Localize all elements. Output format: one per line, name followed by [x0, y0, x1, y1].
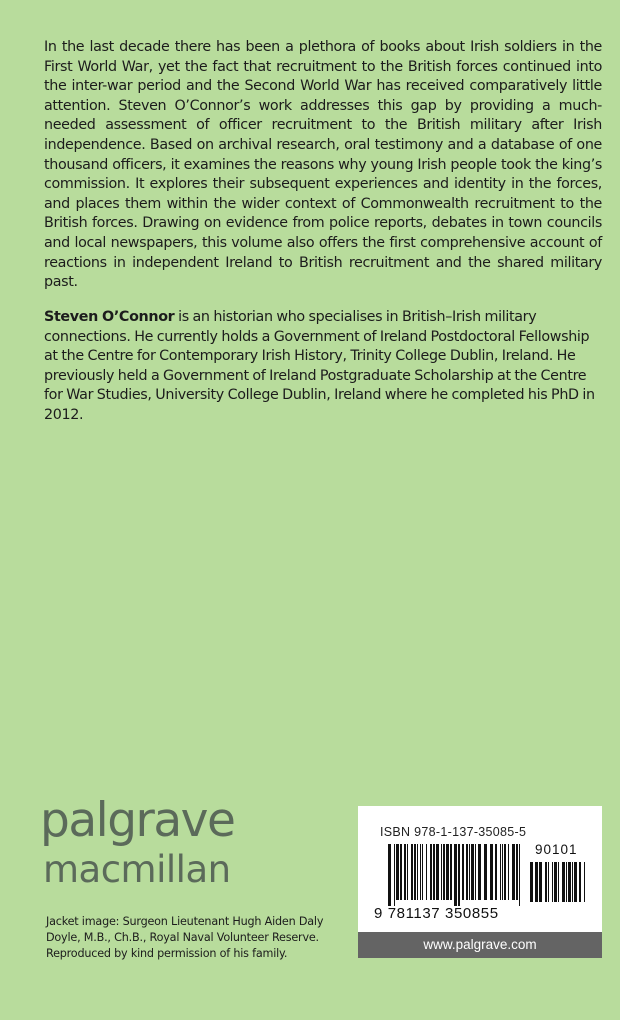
barcode-bar	[404, 844, 406, 900]
price-barcode-bars	[530, 862, 588, 908]
barcode-bar	[530, 862, 533, 902]
barcode-bar	[426, 844, 427, 900]
barcode-bar	[554, 862, 557, 902]
barcode-bar	[478, 844, 481, 900]
isbn-barcode	[388, 844, 524, 906]
barcode-bar	[508, 844, 509, 900]
barcode-bar	[562, 862, 565, 902]
barcode-bar	[422, 844, 423, 900]
isbn-barcode-bars	[388, 844, 524, 906]
price-barcode	[530, 862, 588, 912]
barcode-bar	[433, 844, 435, 900]
barcode-panel	[358, 806, 602, 958]
barcode-bar	[539, 862, 542, 902]
barcode-bar	[504, 844, 506, 900]
barcode-bar	[407, 844, 408, 900]
barcode-bar	[475, 844, 476, 900]
barcode-bar	[436, 844, 439, 900]
barcode-bar	[574, 862, 577, 902]
barcode-bar	[441, 844, 442, 900]
author-bio	[44, 308, 602, 426]
barcode-bar	[572, 862, 573, 902]
barcode-bar	[568, 862, 571, 902]
barcode-bar	[462, 844, 464, 900]
barcode-bar	[490, 844, 493, 900]
publisher-logo-line2: macmillan	[43, 848, 231, 891]
barcode-bar	[495, 844, 497, 900]
barcode-bar	[400, 844, 402, 900]
barcode-bar	[411, 844, 413, 900]
barcode-bar	[469, 844, 470, 900]
barcode-bar	[450, 844, 452, 900]
barcode-bar	[584, 862, 585, 902]
barcode-bar	[454, 844, 457, 906]
barcode-bar	[414, 844, 416, 900]
barcode-bar	[394, 844, 395, 906]
barcode-digits: 9 781137 350855	[374, 905, 499, 922]
publisher-logo	[40, 794, 234, 892]
barcode-bar	[420, 844, 421, 900]
barcode-bar	[502, 844, 503, 900]
barcode-bar	[396, 844, 399, 900]
jacket-image-credit: Jacket image: Surgeon Lieutenant Hugh Aiden Daly Doyle, M.B., Ch.B., Royal Naval Volunteer Reserve. Reproduced by kind permission of his family.	[46, 915, 324, 960]
publisher-website[interactable]: www.palgrave.com	[358, 932, 602, 958]
price-code-label: 90101	[535, 842, 578, 857]
book-description: In the last decade there has been a plethora of books about Irish soldiers in the First World War, yet the fact that recruitment to the British forces continued into the inter-war period and the Second World War has received comparatively little attention. Steven O’Connor’s work addresses this gap by providing a much-needed assessment of officer recruitment to the British military after Irish independence. Based on archival research, oral testimony and a database of one thousand officers, it examines the reasons why young Irish people took the king’s commission. It explores their subsequent experiences and identity in the forces, and places them within the wider context of Commonwealth recruitment to the British forces. Drawing on evidence from police reports, debates in town councils and local newspapers, this volume also offers the first comprehensive account of reactions in independent Ireland to British recruitment and the shared military past.	[44, 39, 602, 291]
barcode-bar	[579, 862, 581, 902]
author-bio-text: is an historian who specialises in British–Irish military connections. He currently holds a Government of Ireland Postdoctoral Fellowship at the Centre for Contemporary Irish History, Trinity College Dublin, Ireland. He previously held a Government of Ireland Postgraduate Scholarship at the Centre for War Studies, University College Dublin, Ireland where he completed his PhD in 2012.	[44, 309, 595, 423]
barcode-bar	[558, 862, 559, 902]
barcode-bar	[500, 844, 501, 900]
author-name: Steven O’Connor	[44, 309, 175, 325]
barcode-bar	[443, 844, 445, 900]
barcode-bar	[388, 844, 391, 906]
barcode-bar	[471, 844, 474, 900]
barcode-bar	[446, 844, 449, 900]
barcode-bar	[566, 862, 567, 902]
barcode-bar	[516, 844, 518, 900]
barcode-bar	[417, 844, 418, 900]
barcode-bar	[484, 844, 487, 900]
barcode-bar	[430, 844, 432, 900]
barcode-bar	[466, 844, 468, 900]
barcode-bar	[545, 862, 547, 902]
barcode-bar	[548, 862, 549, 902]
barcode-bar	[458, 844, 460, 906]
isbn-label: ISBN 978-1-137-35085-5	[380, 825, 527, 839]
publisher-logo-line1: palgrave	[40, 793, 235, 848]
barcode-bar	[535, 862, 538, 902]
barcode-bar	[512, 844, 515, 900]
barcode-bar	[552, 862, 553, 902]
barcode-bar	[519, 844, 520, 906]
